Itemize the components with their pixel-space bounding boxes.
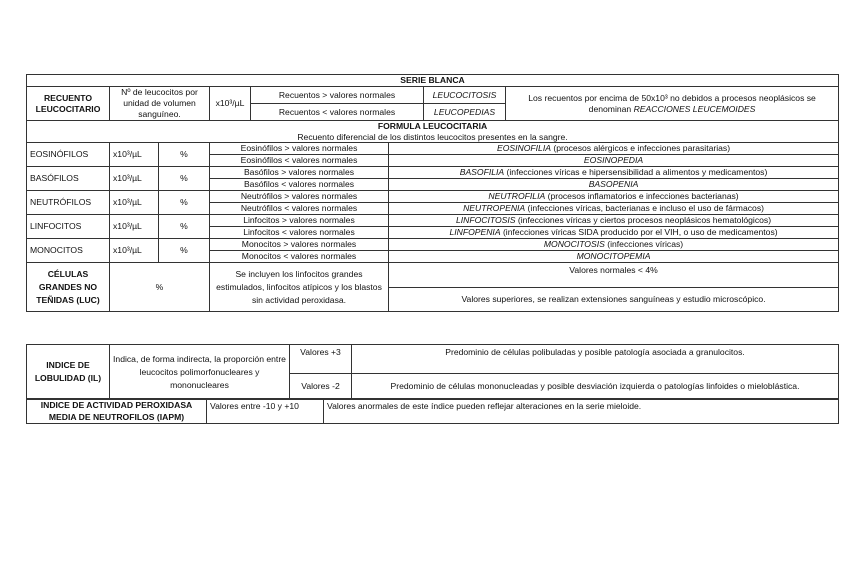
lobulidad-v2-desc: Predominio de células mononucleadas y posible desviación izquierda o patologías linfoides o mieloblástica. [352,374,839,400]
recuento-note: Los recuentos por encima de 50x10³ no debidos a procesos neoplásicos se denominan REACCIONES LEUCEMOIDES [506,87,839,121]
formula-header [27,121,839,143]
iapm-range: Valores entre -10 y +10 [207,399,324,424]
iapm-label: INDICE DE ACTIVIDAD PEROXIDASA MEDIA DE NEUTROFILOS (IAPM) [27,399,207,424]
lobulidad-v2: Valores -2 [290,374,352,400]
cell-high-desc: EOSINOFILIA (procesos alérgicos e infecciones parasitarias) [389,143,839,155]
cell-high-desc: MONOCITOSIS (infecciones víricas) [389,239,839,251]
luc-description: Se incluyen los linfocitos grandes estimulados, linfocitos atípicos y los blastos sin actividad peroxidasa. [210,263,389,312]
cell-low: Linfocitos < valores normales [210,227,389,239]
cell-low-desc: BASOPENIA [389,179,839,191]
cell-unit: x10³/µL [110,143,159,167]
luc-normal: Valores normales < 4% [389,263,839,288]
cell-pct: % [159,143,210,167]
recuento-low-term: LEUCOPEDIAS [424,104,506,121]
cell-unit: x10³/µL [110,167,159,191]
cell-unit: x10³/µL [110,191,159,215]
cell-unit: x10³/µL [110,239,159,263]
cell-name: EOSINÓFILOS [27,143,110,167]
lobulidad-label: INDICE DE LOBULIDAD (IL) [27,345,110,400]
cell-low-desc: NEUTROPENIA (infecciones víricas, bacterianas e incluso el uso de fármacos) [389,203,839,215]
cell-high: Monocitos > valores normales [210,239,389,251]
cell-pct: % [159,167,210,191]
serie-blanca-table [26,74,839,312]
recuento-description: Nº de leucocitos por unidad de volumen sanguíneo. [110,87,210,121]
recuento-label: RECUENTO LEUCOCITARIO [27,87,110,121]
cell-high: Eosinófilos > valores normales [210,143,389,155]
luc-pct: % [110,263,210,312]
recuento-high: Recuentos > valores normales [251,87,424,104]
cell-high: Neutrófilos > valores normales [210,191,389,203]
cell-pct: % [159,191,210,215]
cell-high-desc: NEUTROFILIA (procesos inflamatorios e infecciones bacterianas) [389,191,839,203]
lobulidad-table [26,344,839,400]
luc-label: CÉLULAS GRANDES NO TEÑIDAS (LUC) [27,263,110,312]
cell-high: Basófilos > valores normales [210,167,389,179]
iapm-description: Valores anormales de este índice pueden reflejar alteraciones en la serie mieloide. [324,399,839,424]
cell-high-desc: LINFOCITOSIS (infecciones víricas y ciertos procesos neoplásicos hematológicos) [389,215,839,227]
lobulidad-v1: Valores +3 [290,345,352,374]
cell-high-desc: BASOFILIA (infecciones víricas e hipersensibilidad a alimentos y medicamentos) [389,167,839,179]
cell-low: Eosinófilos < valores normales [210,155,389,167]
cell-low: Basófilos < valores normales [210,179,389,191]
cell-high: Linfocitos > valores normales [210,215,389,227]
formula-subtitle: Recuento diferencial de los distintos leucocitos presentes en la sangre. [297,131,568,142]
cell-low-desc: LINFOPENIA (infecciones víricas SIDA producido por el VIH, o uso de medicamentos) [389,227,839,239]
cell-name: LINFOCITOS [27,215,110,239]
cell-name: MONOCITOS [27,239,110,263]
cell-name: NEUTRÓFILOS [27,191,110,215]
lobulidad-v1-desc: Predominio de células polibuladas y posible patología asociada a granulocitos. [352,345,839,374]
lobulidad-description: Indica, de forma indirecta, la proporción entre leucocitos polimorfonucleares y mononucleares [110,345,290,400]
cell-low-desc: EOSINOPEDIA [389,155,839,167]
recuento-unit: x10³/µL [210,87,251,121]
cell-pct: % [159,239,210,263]
cell-unit: x10³/µL [110,215,159,239]
recuento-low: Recuentos < valores normales [251,104,424,121]
cell-low: Neutrófilos < valores normales [210,203,389,215]
formula-title: FORMULA LEUCOCITARIA [377,121,488,131]
iapm-table [26,398,839,424]
recuento-high-term: LEUCOCITOSIS [424,87,506,104]
luc-high: Valores superiores, se realizan extensiones sanguíneas y estudio microscópico. [389,288,839,312]
cell-name: BASÓFILOS [27,167,110,191]
cell-low-desc: MONOCITOPEMIA [389,251,839,263]
cell-low: Monocitos < valores normales [210,251,389,263]
cell-pct: % [159,215,210,239]
section-title: SERIE BLANCA [27,75,839,87]
